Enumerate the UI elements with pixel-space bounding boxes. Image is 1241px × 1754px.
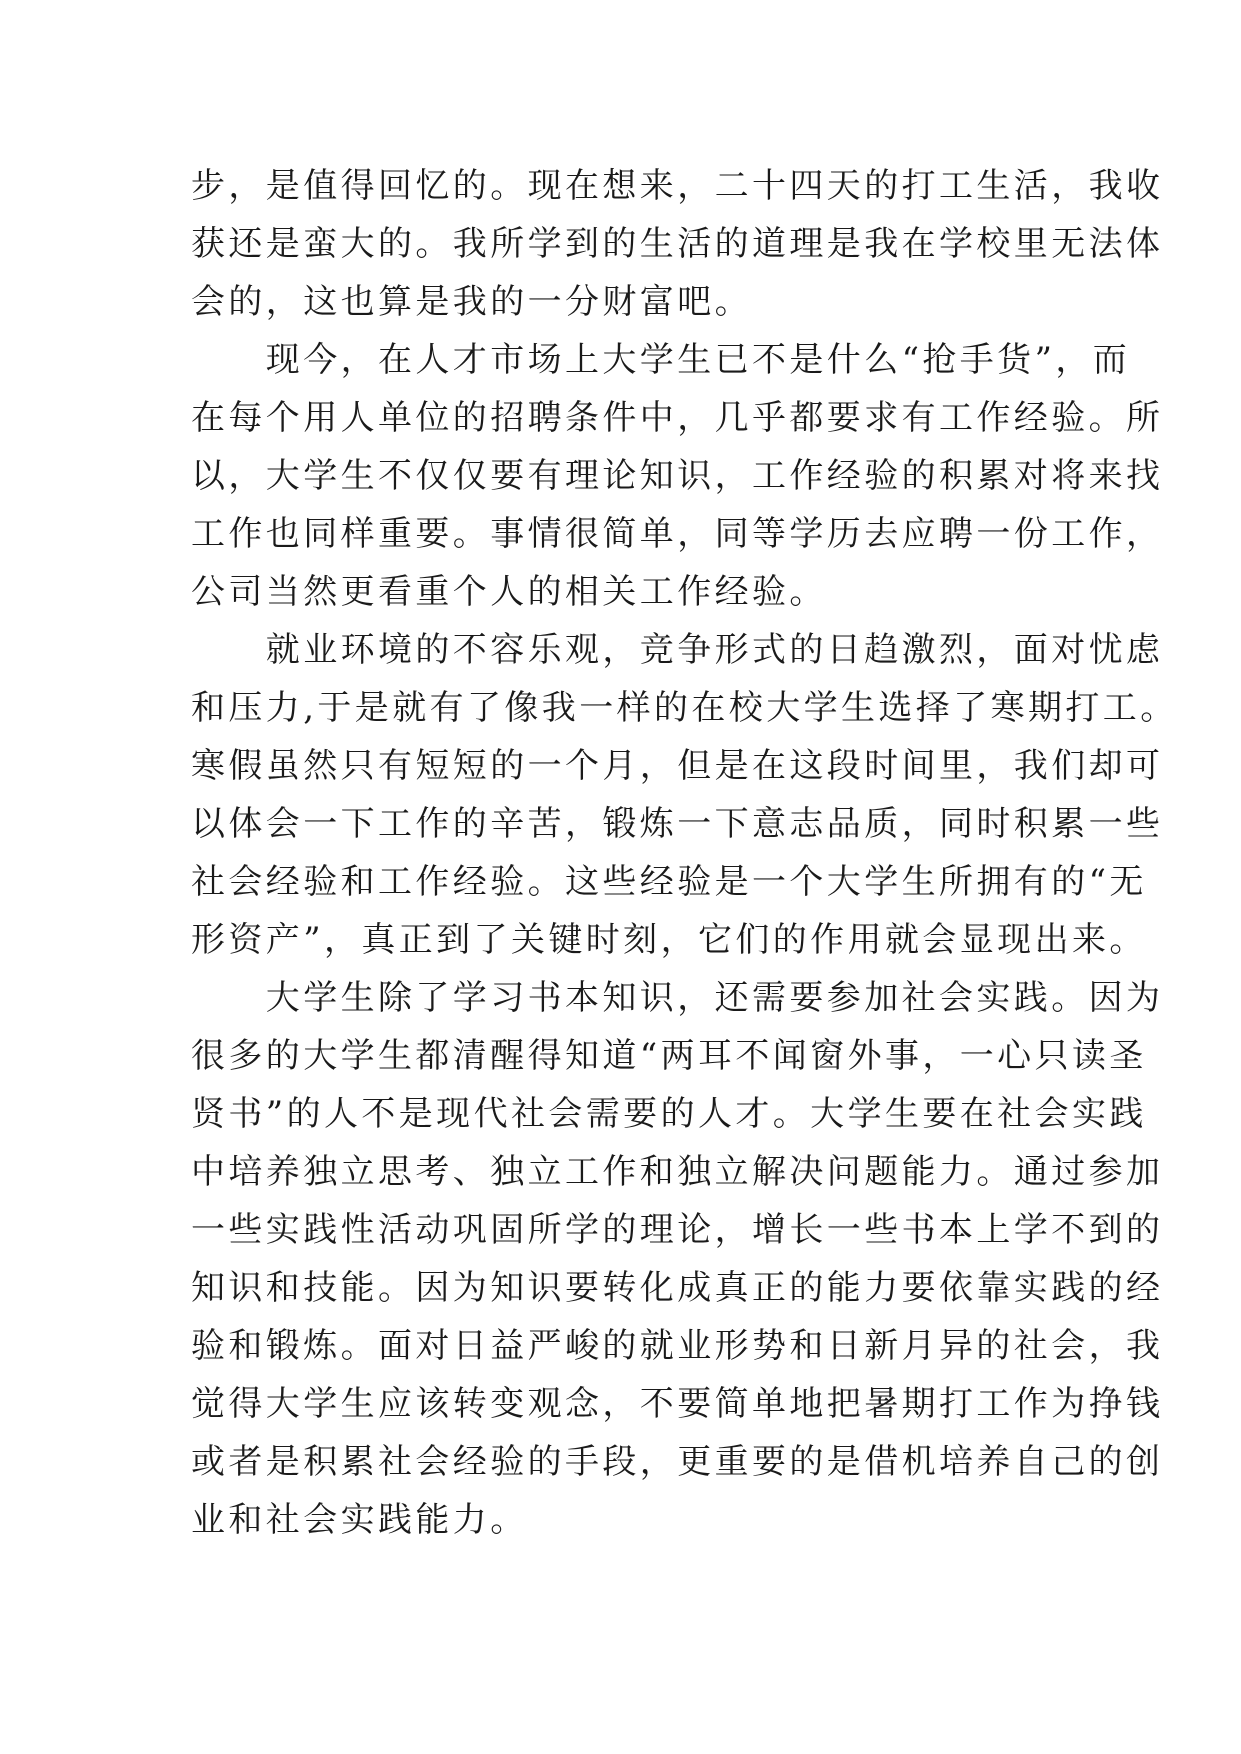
text-line: 就业环境的不容乐观，竞争形式的日趋激烈，面对忧虑: [191, 630, 1164, 670]
text-line: 以体会一下工作的辛苦，锻炼一下意志品质，同时积累一些: [191, 804, 1164, 844]
text-line: 社会经验和工作经验。这些经验是一个大学生所拥有的“无: [191, 862, 1147, 902]
text-line: 步，是值得回忆的。现在想来，二十四天的打工生活，我收: [191, 166, 1164, 206]
text-line: 知识和技能。因为知识要转化成真正的能力要依靠实践的经: [191, 1268, 1164, 1308]
text-line: 验和锻炼。面对日益严峻的就业形势和日新月异的社会，我: [191, 1326, 1164, 1366]
text-line: 觉得大学生应该转变观念，不要简单地把暑期打工作为挣钱: [191, 1384, 1164, 1424]
text-line: 形资产”，真正到了关键时刻，它们的作用就会显现出来。: [191, 920, 1147, 960]
text-line: 以，大学生不仅仅要有理论知识，工作经验的积累对将来找: [191, 456, 1164, 496]
text-line: 在每个用人单位的招聘条件中，几乎都要求有工作经验。所: [191, 398, 1164, 438]
text-line: 一些实践性活动巩固所学的理论，增长一些书本上学不到的: [191, 1210, 1164, 1250]
text-line: 工作也同样重要。事情很简单，同等学历去应聘一份工作，: [191, 514, 1164, 554]
text-line: 和压力,于是就有了像我一样的在校大学生选择了寒期打工。: [191, 688, 1178, 728]
text-line: 很多的大学生都清醒得知道“两耳不闻窗外事，一心只读圣: [191, 1036, 1147, 1076]
text-line: 中培养独立思考、独立工作和独立解决问题能力。通过参加: [191, 1152, 1164, 1192]
text-line: 会的，这也算是我的一分财富吧。: [191, 282, 752, 322]
text-line: 公司当然更看重个人的相关工作经验。: [191, 572, 827, 612]
text-line: 获还是蛮大的。我所学到的生活的道理是我在学校里无法体: [191, 224, 1164, 264]
text-line: 贤书”的人不是现代社会需要的人才。大学生要在社会实践: [191, 1094, 1147, 1134]
text-line: 现今，在人才市场上大学生已不是什么“抢手货”，而: [191, 340, 1131, 380]
text-line: 或者是积累社会经验的手段，更重要的是借机培养自己的创: [191, 1442, 1164, 1482]
text-line: 大学生除了学习书本知识，还需要参加社会实践。因为: [191, 978, 1164, 1018]
text-line: 业和社会实践能力。: [191, 1500, 528, 1540]
text-line: 寒假虽然只有短短的一个月，但是在这段时间里，我们却可: [191, 746, 1164, 786]
